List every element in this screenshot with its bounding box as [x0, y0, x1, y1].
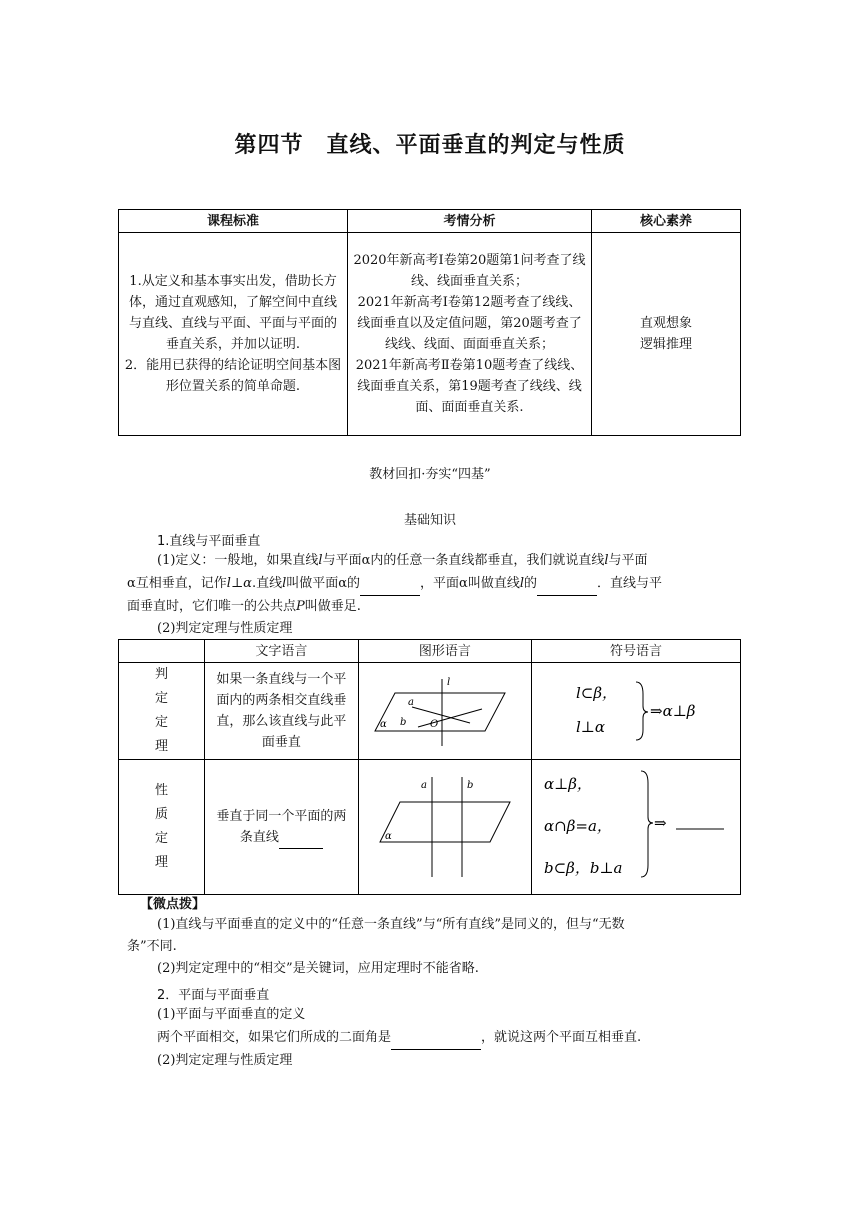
svg-text:a: a: [407, 697, 414, 708]
svg-text:b⊂β，b⊥a: b⊂β，b⊥a: [544, 858, 623, 877]
svg-text:a: a: [420, 780, 427, 791]
svg-text:l: l: [446, 677, 451, 688]
standard-item: 2．能用已获得的结论证明空间基本图形位置关系的简单命题.: [124, 358, 342, 394]
tip-1-line-1: (1)直线与平面垂直的定义中的“任意一条直线”与“所有直线”是同义的，但与“无数: [157, 917, 625, 932]
definition-line-2: α互相垂直，记作l⊥α.直线l叫做平面α的 ，平面α叫做直线l的 ．直线与平: [127, 573, 662, 596]
svg-text:l⊂β，: l⊂β，: [576, 683, 618, 702]
definition-line-1: (1)定义：一般地，如果直线l与平面α内的任意一条直线都垂直，我们就说直线l与平面: [157, 553, 648, 568]
table-row: [119, 233, 741, 436]
theorem-table: [118, 639, 741, 895]
table-row: [119, 760, 741, 895]
section2-title: 2．平面与平面垂直: [157, 988, 270, 1003]
row2-symbol: [532, 760, 741, 895]
curriculum-table: [118, 209, 741, 436]
svg-text:O: O: [429, 719, 439, 730]
perpendicular-lines-diagram: [370, 772, 520, 882]
tip-1-line-2: 条”不同.: [127, 939, 177, 954]
section-banner: 教材回扣·夯实“四基”: [369, 467, 491, 482]
blank-field[interactable]: [279, 827, 323, 849]
svg-text:α⊥β，: α⊥β，: [544, 774, 592, 793]
header-standard: 课程标准: [119, 210, 348, 233]
tip-title: 【微点拨】: [140, 897, 206, 912]
row1-figure: [358, 663, 531, 760]
blank-field[interactable]: [360, 573, 420, 596]
row1-symbol: [532, 663, 741, 760]
blank-field[interactable]: [391, 1027, 481, 1050]
symbol-block: [546, 668, 726, 748]
literacy-item: 直观想象: [639, 316, 692, 331]
basic-knowledge-heading: 基础知识: [403, 513, 456, 528]
analysis-cell: [348, 233, 592, 436]
svg-text:b: b: [399, 717, 407, 728]
header-literacy: 核心素养: [592, 210, 741, 233]
analysis-item: 2021年新高考Ⅰ卷第12题考查了线线、线面垂直以及定值问题，第20题考查了线线、线面、面面垂直关系；: [357, 295, 582, 352]
header-empty: [119, 640, 205, 663]
theorem-heading: (2)判定定理与性质定理: [157, 621, 293, 636]
line-plane-diagram: [370, 671, 520, 751]
svg-text:⇒: ⇒: [654, 813, 667, 832]
literacy-item: 逻辑推理: [639, 337, 692, 352]
row-label-property: 性 质 定 理: [119, 760, 205, 895]
analysis-item: 2021年新高考Ⅱ卷第10题考查了线线、线面垂直关系，第19题考查了线线、线面、面面垂直关系.: [355, 358, 584, 415]
svg-text:b: b: [466, 780, 474, 791]
row2-text: 垂直于同一个平面的两条直线: [205, 760, 359, 895]
svg-text:⇒α⊥β: ⇒α⊥β: [650, 701, 696, 720]
table-row: [119, 663, 741, 760]
svg-text:l⊥α: l⊥α: [576, 717, 606, 736]
page-title: 第四节 直线、平面垂直的判定与性质: [234, 133, 626, 158]
header-symbol-lang: 符号语言: [532, 640, 741, 663]
row1-text: 如果一条直线与一个平面内的两条相交直线垂直，那么该直线与此平面垂直: [205, 663, 359, 760]
section2-theorem-heading: (2)判定定理与性质定理: [157, 1053, 293, 1068]
row-label-determination: 判 定 定 理: [119, 663, 205, 760]
table-header-row: [119, 640, 741, 663]
standard-item: 1.从定义和基本事实出发，借助长方体，通过直观感知，了解空间中直线与直线、直线与平面、平面与平面的垂直关系，并加以证明.: [128, 274, 337, 352]
header-text-lang: 文字语言: [205, 640, 359, 663]
section1-title: 1.直线与平面垂直: [157, 534, 261, 549]
svg-text:α: α: [379, 719, 387, 730]
section2-def-heading: (1)平面与平面垂直的定义: [157, 1007, 306, 1022]
literacy-cell: [592, 233, 741, 436]
standards-cell: [119, 233, 348, 436]
analysis-item: 2020年新高考Ⅰ卷第20题第1问考查了线线、线面垂直关系；: [353, 253, 586, 289]
tip-2: (2)判定定理中的“相交”是关键词，应用定理时不能省略.: [157, 961, 479, 976]
table-header-row: [119, 210, 741, 233]
section2-def: 两个平面相交，如果它们所成的二面角是 ，就说这两个平面互相垂直.: [157, 1027, 641, 1050]
row2-figure: [358, 760, 531, 895]
header-analysis: 考情分析: [348, 210, 592, 233]
symbol-block: [536, 761, 736, 887]
svg-text:α∩β=a，: α∩β=a，: [544, 816, 612, 835]
blank-field[interactable]: [537, 573, 597, 596]
header-figure-lang: 图形语言: [358, 640, 531, 663]
definition-line-3: 面垂直时，它们唯一的公共点P叫做垂足.: [127, 599, 361, 614]
svg-text:α: α: [384, 831, 392, 842]
